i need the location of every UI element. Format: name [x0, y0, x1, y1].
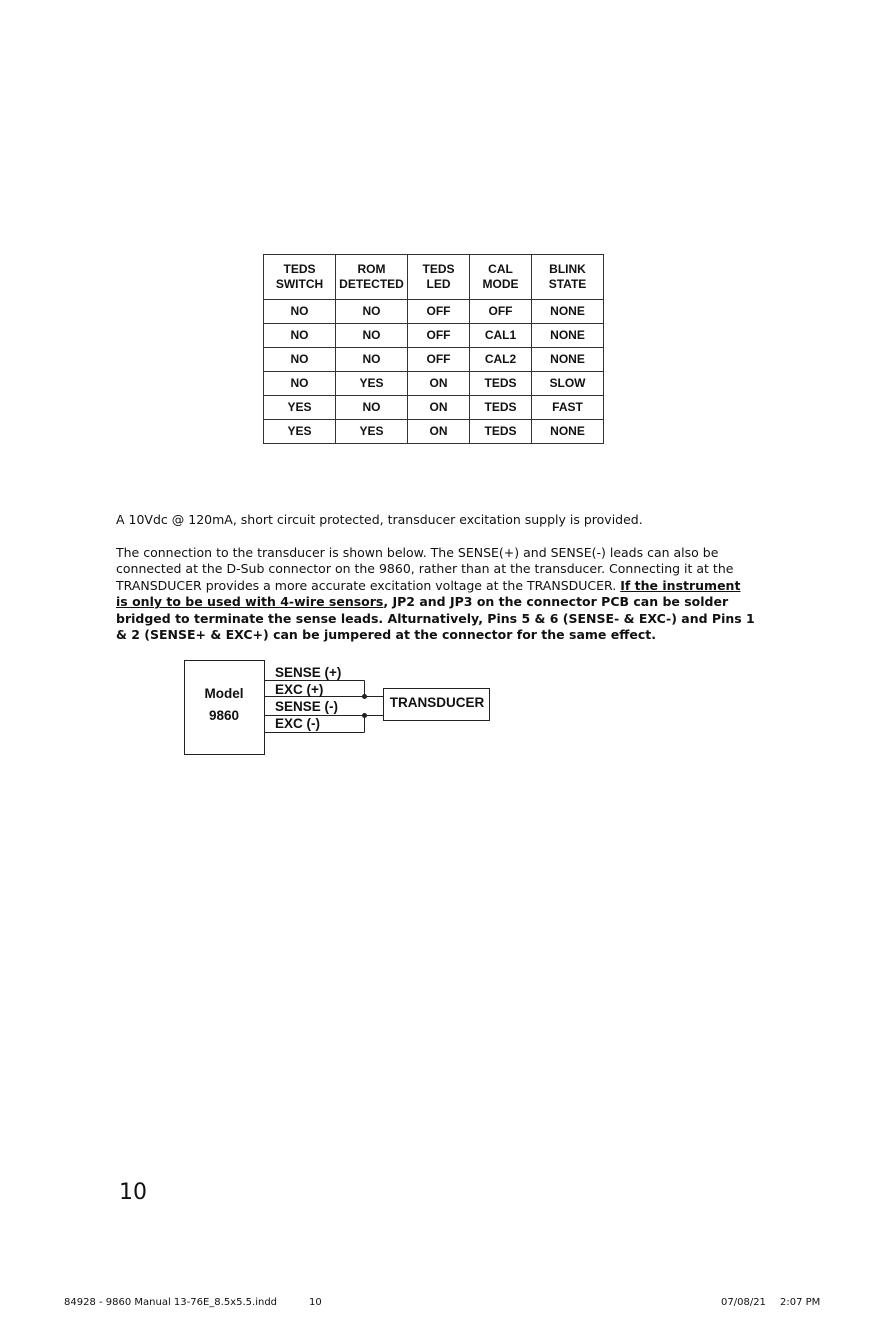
- table-cell: TEDS: [470, 420, 532, 444]
- table-cell: CAL2: [470, 348, 532, 372]
- connection-underlined-text: If the instrument is only to be used with 4-wire sensors: [116, 577, 741, 610]
- footer-file: 84928 - 9860 Manual 13-76E_8.5x5.5.indd: [64, 1297, 278, 1308]
- header-teds-led: TEDS LED: [408, 255, 470, 300]
- table-header-row: [264, 255, 604, 300]
- table-cell: CAL1: [470, 324, 532, 348]
- table-cell: SLOW: [532, 372, 604, 396]
- table-cell: YES: [264, 420, 336, 444]
- footer-time: 2:07 PM: [780, 1297, 821, 1308]
- table-cell: OFF: [408, 348, 470, 372]
- table-row: [264, 348, 604, 372]
- header-teds-switch: TEDS SWITCH: [264, 255, 336, 300]
- connection-text: The connection to the transducer is shown below. The SENSE(+) and SENSE(-) leads can also be connected at the D-Sub connector on the 9860, rather than at the transducer. Connecting it at the TRANSDUCER provides a more accurate excitation voltage at the TRANSDUCER.: [116, 545, 734, 593]
- table-row: [264, 300, 604, 324]
- wire-label-sense-minus: SENSE (-): [275, 699, 339, 714]
- table-cell: YES: [336, 372, 408, 396]
- excitation-paragraph: A 10Vdc @ 120mA, short circuit protected, transducer excitation supply is provided.: [116, 512, 643, 527]
- table-cell: NONE: [532, 348, 604, 372]
- header-blink-state: BLINK STATE: [532, 255, 604, 300]
- table-cell: NO: [336, 396, 408, 420]
- table-cell: NO: [264, 348, 336, 372]
- table-cell: NONE: [532, 420, 604, 444]
- table-cell: NO: [336, 300, 408, 324]
- table-cell: TEDS: [470, 372, 532, 396]
- model-label: Model: [204, 686, 244, 701]
- footer-date: 07/08/21: [721, 1297, 766, 1308]
- footer-page: 10: [309, 1297, 322, 1308]
- table-row: [264, 324, 604, 348]
- table-cell: OFF: [408, 324, 470, 348]
- table-cell: OFF: [470, 300, 532, 324]
- transducer-label: TRANSDUCER: [389, 695, 485, 710]
- connection-bold-text: , JP2 and JP3 on the connector PCB can be solder bridged to terminate the sense leads. Alturnatively, Pins 5 & 6 (SENSE- & EXC-) and Pins 1 & 2 (SENSE+ & EXC+) can be jumpered at the connector for the same effect.: [116, 594, 755, 643]
- table-cell: NO: [264, 300, 336, 324]
- wire-label-exc-minus: EXC (-): [275, 716, 320, 731]
- connection-paragraph: [116, 545, 756, 643]
- table-cell: ON: [408, 420, 470, 444]
- wire-label-sense-plus: SENSE (+): [275, 665, 342, 680]
- table-cell: FAST: [532, 396, 604, 420]
- table-cell: YES: [264, 396, 336, 420]
- table-cell: OFF: [408, 300, 470, 324]
- table-cell: TEDS: [470, 396, 532, 420]
- teds-state-table: [263, 254, 604, 444]
- table-cell: NO: [264, 324, 336, 348]
- table-cell: ON: [408, 396, 470, 420]
- header-cal-mode: CAL MODE: [470, 255, 532, 300]
- wire-label-exc-plus: EXC (+): [275, 682, 324, 697]
- table-row: [264, 420, 604, 444]
- table-cell: NO: [336, 348, 408, 372]
- table-cell: NONE: [532, 324, 604, 348]
- page-number: 10: [119, 1180, 147, 1205]
- header-rom-detected: ROM DETECTED: [336, 255, 408, 300]
- table-cell: NO: [264, 372, 336, 396]
- table-cell: NO: [336, 324, 408, 348]
- table-row: [264, 372, 604, 396]
- table-cell: YES: [336, 420, 408, 444]
- table-row: [264, 396, 604, 420]
- model-number: 9860: [208, 708, 240, 723]
- table-cell: NONE: [532, 300, 604, 324]
- table-cell: ON: [408, 372, 470, 396]
